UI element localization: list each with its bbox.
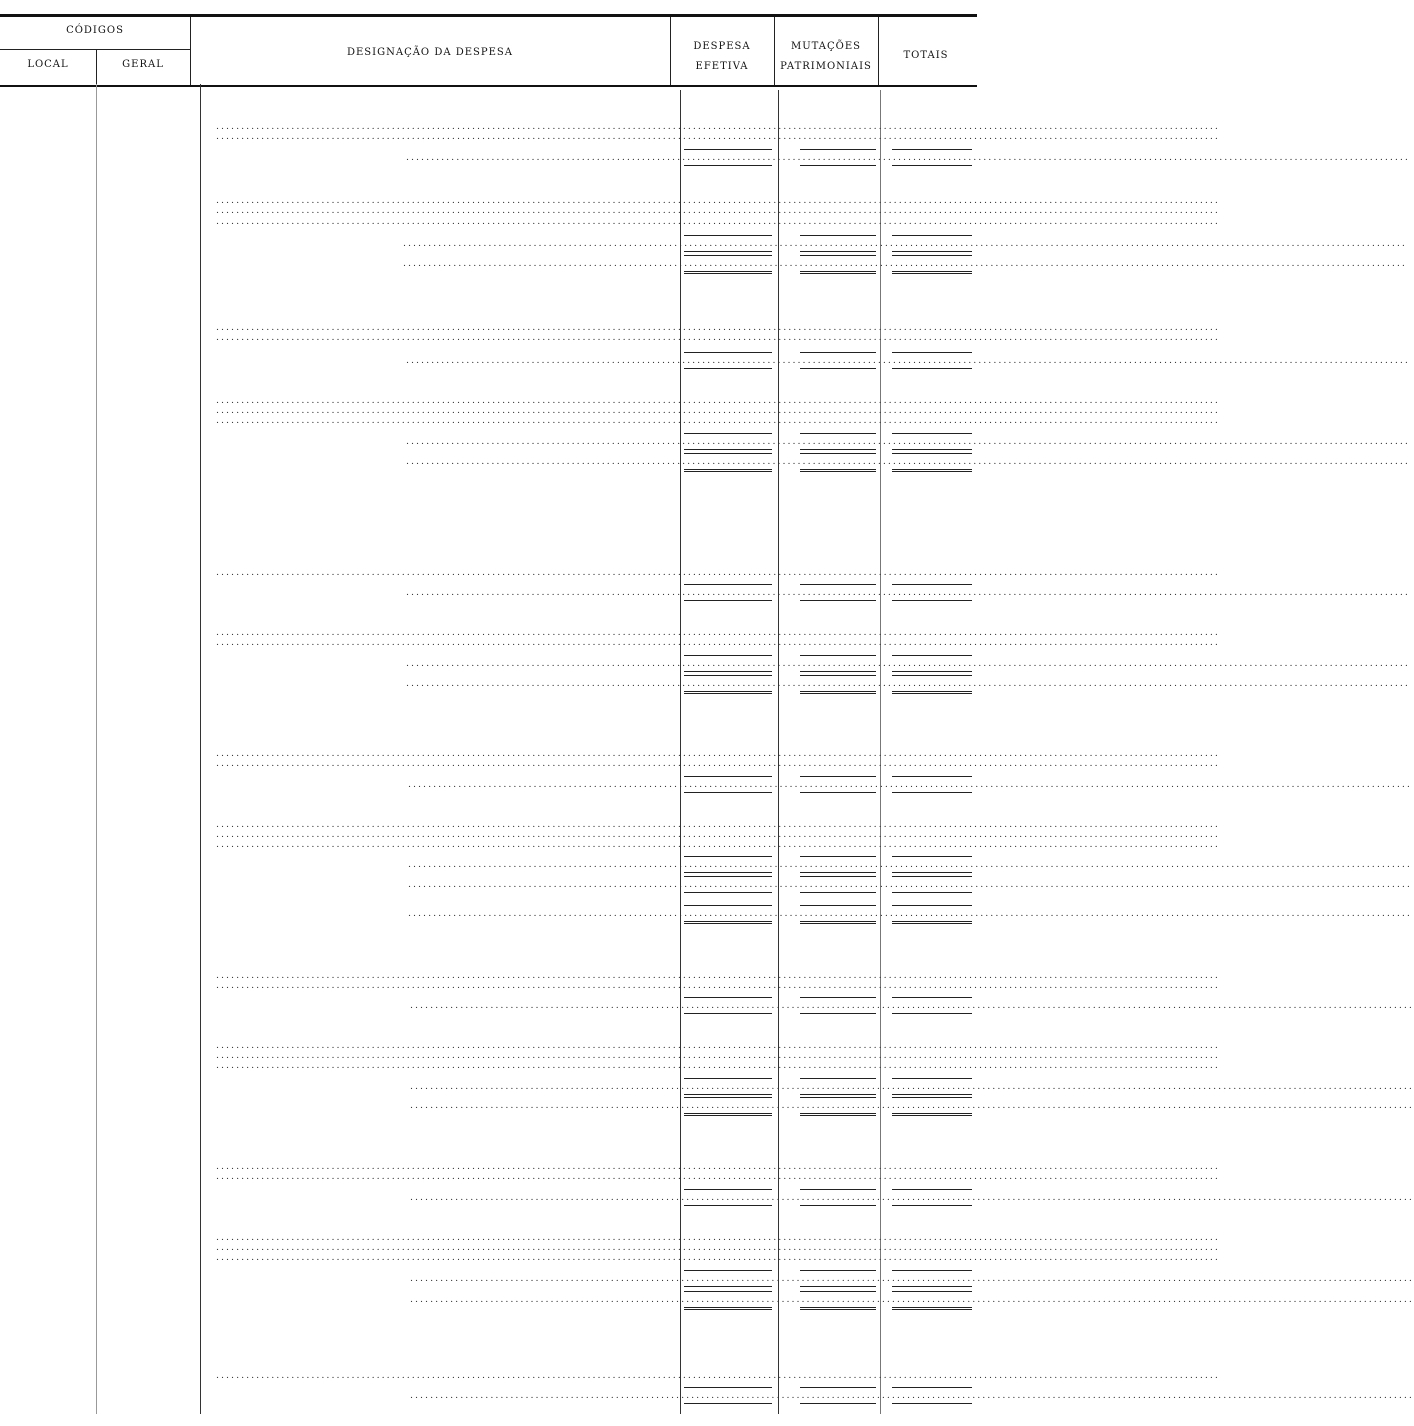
despesa-efetiva-value [682,355,772,367]
total-rule [684,1286,772,1287]
leader-dots: ........................................................................................................................................................................................................ [216,395,1220,406]
totais-value [882,658,970,670]
total-rule [800,1291,876,1292]
mutacoes-value [780,1081,876,1093]
total-rule [892,1307,972,1310]
leader-dots: ........................................................................................................................................................................................................ [406,436,1410,447]
leader-dots: ........................................................................................................................................................................................................ [406,355,1410,366]
geral-code [118,839,204,851]
table-header [0,14,977,87]
despesa-efetiva-value [682,908,772,920]
leader-dots: ........................................................................................................................................................................................................ [216,1370,1220,1381]
despesa-efetiva-value [682,567,772,579]
total-rule [892,433,972,434]
totais-value [882,1192,970,1204]
leader-dots: ........................................................................................................................................................................................................ [216,1161,1220,1172]
total-rule [800,997,876,998]
mutacoes-value [780,258,876,270]
totais-value [882,258,970,270]
leader-dots: ........................................................................................................................................................................................................ [216,748,1220,759]
leader-dots: ........................................................................................................................................................................................................ [216,1060,1220,1071]
total-rule [892,1094,972,1095]
total-rule [892,368,972,369]
total-rule [684,1387,772,1388]
leader-dots: ........................................................................................................................................................................................................ [408,859,1412,870]
total-rule [892,675,972,676]
leader-dots: ........................................................................................................................................................................................................ [408,779,1412,790]
despesa-efetiva-value [682,216,772,228]
totais-value [882,587,970,599]
mutacoes-value [780,436,876,448]
geral-code [118,332,204,344]
totais-value [882,456,970,468]
total-rule [800,872,876,873]
total-rule [892,792,972,793]
total-rule [800,1403,876,1404]
mutacoes-value [780,879,876,891]
geral-code [118,1252,204,1264]
total-rule [684,251,772,252]
designation-text [250,1326,530,1338]
leader-dots: ........................................................................................................................................................................................................ [216,980,1220,991]
total-rule [684,1270,772,1271]
total-rule [800,671,876,672]
geral-code [118,1370,204,1382]
leader-dots: ........................................................................................................................................................................................................ [216,1171,1220,1182]
total-rule [800,921,876,924]
total-rule [892,1286,972,1287]
despesa-efetiva-value [682,258,772,270]
despesa-efetiva-value [682,678,772,690]
leader-dots: ........................................................................................................................................................................................................ [216,332,1220,343]
despesa-efetiva-value [682,152,772,164]
total-rule [684,235,772,236]
total-rule [684,352,772,353]
leader-dots: ........................................................................................................................................................................................................ [216,195,1220,206]
total-rule [684,1094,772,1095]
total-rule [684,997,772,998]
total-rule [684,271,772,274]
despesa-efetiva-value [682,131,772,143]
despesa-efetiva-value [682,879,772,891]
total-rule [892,997,972,998]
despesa-efetiva-value [682,587,772,599]
total-rule [684,469,772,472]
total-rule [800,251,876,252]
geral-code [118,415,204,427]
despesa-efetiva-value [682,1081,772,1093]
total-rule [684,1189,772,1190]
total-rule [684,1113,772,1116]
total-rule [800,792,876,793]
total-rule [684,655,772,656]
local-code [18,727,96,739]
total-rule [800,165,876,166]
total-rule [800,892,876,893]
leader-dots: ........................................................................................................................................................................................................ [406,678,1410,689]
total-rule [800,1387,876,1388]
total-rule [892,251,972,252]
geral-code [118,980,204,992]
totais-value [882,779,970,791]
mutacoes-value [780,238,876,250]
total-rule [892,691,972,694]
total-rule [892,1097,972,1098]
leader-dots: ........................................................................................................................................................................................................ [216,627,1220,638]
despesa-efetiva-value [682,1192,772,1204]
total-rule [800,584,876,585]
total-rule [684,671,772,672]
total-rule [684,856,772,857]
total-rule [800,235,876,236]
total-rule [892,876,972,877]
despesa-efetiva-value [682,637,772,649]
geral-code [118,1060,204,1072]
total-rule [800,600,876,601]
leader-dots: ........................................................................................................................................................................................................ [216,121,1220,132]
despesa-efetiva-value [682,859,772,871]
leader-dots: ........................................................................................................................................................................................................ [406,587,1410,598]
total-rule [800,691,876,694]
total-rule [800,1286,876,1287]
total-rule [800,352,876,353]
total-rule [800,433,876,434]
leader-dots: ........................................................................................................................................................................................................ [216,405,1220,416]
geral-code [118,1171,204,1183]
despesa-efetiva-value [682,1390,772,1402]
total-rule [684,905,772,906]
local-code [18,174,96,186]
header-divider [190,17,191,85]
despesa-efetiva-value [682,332,772,344]
leader-dots: ........................................................................................................................................................................................................ [410,1100,1414,1111]
despesa-efetiva-value [682,980,772,992]
total-rule [800,675,876,676]
total-rule [684,1097,772,1098]
local-code [18,301,96,313]
total-rule [892,921,972,924]
leader-dots: ........................................................................................................................................................................................................ [216,205,1220,216]
local-code [18,606,96,618]
leader-dots: ........................................................................................................................................................................................................ [216,1050,1220,1061]
mutacoes-value [780,908,876,920]
total-rule [892,776,972,777]
header-divider [96,49,97,85]
total-rule [684,449,772,450]
despesa-efetiva-value [682,779,772,791]
total-rule [800,149,876,150]
leader-dots: ........................................................................................................................................................................................................ [410,1081,1414,1092]
despesa-efetiva-value [682,238,772,250]
geral-code [118,758,204,770]
local-code [18,798,96,810]
totais-value [882,678,970,690]
header-divider [670,17,671,85]
total-rule [800,1097,876,1098]
total-rule [684,600,772,601]
total-rule [800,776,876,777]
totais-value [882,355,970,367]
geral-code [118,567,204,579]
leader-dots: ........................................................................................................................................................................................................ [410,1000,1414,1011]
mutacoes-value [780,1294,876,1306]
total-rule [684,433,772,434]
total-rule [800,1094,876,1095]
despesa-efetiva-value [682,1060,772,1072]
total-rule [684,584,772,585]
despesa-efetiva-value [682,1100,772,1112]
total-rule [800,271,876,274]
total-rule [684,776,772,777]
leader-dots: ........................................................................................................................................................................................................ [216,637,1220,648]
leader-dots: ........................................................................................................................................................................................................ [216,1232,1220,1243]
total-rule [684,149,772,150]
total-rule [892,469,972,472]
total-rule [892,271,972,274]
leader-dots: ........................................................................................................................................................................................................ [216,1252,1220,1263]
total-rule [800,1205,876,1206]
total-rule [684,165,772,166]
leader-dots: ........................................................................................................................................................................................................ [216,567,1220,578]
despesa-efetiva-value [682,415,772,427]
total-rule [684,921,772,924]
total-rule [684,1291,772,1292]
total-rule [684,872,772,873]
total-rule [800,449,876,450]
despesa-efetiva-value [682,1000,772,1012]
mutacoes-value [780,859,876,871]
total-rule [800,1270,876,1271]
despesa-efetiva-value [682,1252,772,1264]
leader-dots: ........................................................................................................................................................................................................ [410,1390,1414,1401]
total-rule [684,453,772,454]
geral-code [118,637,204,649]
mutacoes-value [780,456,876,468]
header-divider [878,17,879,85]
total-rule [684,368,772,369]
local-code [18,375,96,387]
codigos-divider [0,49,190,50]
total-rule [892,905,972,906]
total-rule [684,1403,772,1404]
totais-value [882,238,970,250]
total-rule [892,1291,972,1292]
totais-value [882,436,970,448]
total-rule [892,1189,972,1190]
geral-code [118,131,204,143]
total-rule [684,892,772,893]
leader-dots: ........................................................................................................................................................................................................ [410,1192,1414,1203]
despesa-heading-1: DESPESA [693,41,751,52]
mutacoes-heading-2: PATRIMONIAIS [780,61,872,72]
total-rule [892,453,972,454]
despesa-efetiva-value [682,436,772,448]
despesa-efetiva-value [682,658,772,670]
total-rule [684,1013,772,1014]
total-rule [684,691,772,694]
leader-dots: ........................................................................................................................................................................................................ [216,415,1220,426]
leader-dots: ........................................................................................................................................................................................................ [216,131,1220,142]
geral-code [118,216,204,228]
total-rule [800,368,876,369]
total-rule [684,1078,772,1079]
total-rule [892,1387,972,1388]
despesa-efetiva-value [682,1171,772,1183]
total-rule [892,1270,972,1271]
despesa-efetiva-value [682,1294,772,1306]
leader-dots: ........................................................................................................................................................................................................ [406,658,1410,669]
leader-dots: ........................................................................................................................................................................................................ [216,829,1220,840]
local-code [18,546,96,558]
total-rule [684,792,772,793]
totais-value [882,1294,970,1306]
total-rule [684,255,772,256]
leader-dots: ........................................................................................................................................................................................................ [410,1294,1414,1305]
designation-text [250,717,530,729]
local-code [18,1211,96,1223]
total-rule [684,1205,772,1206]
leader-dots: ........................................................................................................................................................................................................ [408,908,1412,919]
totais-value [882,908,970,920]
leader-dots: ........................................................................................................................................................................................................ [403,258,1407,269]
total-rule [892,1113,972,1116]
mutacoes-value [780,1100,876,1112]
column-rule [96,84,97,1414]
despesa-efetiva-value [682,1273,772,1285]
total-rule [892,1078,972,1079]
total-rule [800,856,876,857]
local-heading: LOCAL [27,59,69,70]
mutacoes-value [780,1273,876,1285]
total-rule [800,876,876,877]
despesa-efetiva-value [682,758,772,770]
leader-dots: ........................................................................................................................................................................................................ [216,819,1220,830]
leader-dots: ........................................................................................................................................................................................................ [406,456,1410,467]
total-rule [892,1403,972,1404]
local-code [18,1019,96,1031]
total-rule [892,856,972,857]
total-rule [800,1013,876,1014]
total-rule [800,1113,876,1116]
local-code [18,1140,96,1152]
leader-dots: ........................................................................................................................................................................................................ [410,1273,1414,1284]
leader-dots: ........................................................................................................................................................................................................ [216,1040,1220,1051]
total-rule [684,675,772,676]
header-divider [774,17,775,85]
local-code [18,99,96,111]
total-rule [892,1013,972,1014]
total-rule [892,255,972,256]
total-rule [892,1205,972,1206]
designation-text [250,536,530,548]
designacao-heading: DESIGNAÇÃO DA DESPESA [346,47,513,58]
totais-value [882,1000,970,1012]
total-rule [800,905,876,906]
total-rule [800,469,876,472]
despesa-heading-2: EFETIVA [695,61,749,72]
total-rule [892,671,972,672]
local-code [18,949,96,961]
total-rule [892,600,972,601]
local-code [18,1348,96,1360]
total-rule [800,1078,876,1079]
totais-value [882,152,970,164]
leader-dots: ........................................................................................................................................................................................................ [216,1242,1220,1253]
total-rule [892,892,972,893]
total-rule [684,876,772,877]
total-rule [892,449,972,450]
total-rule [800,453,876,454]
leader-dots: ........................................................................................................................................................................................................ [216,970,1220,981]
leader-dots: ........................................................................................................................................................................................................ [216,839,1220,850]
totais-value [882,879,970,891]
leader-dots: ........................................................................................................................................................................................................ [406,152,1410,163]
total-rule [800,655,876,656]
totais-heading: TOTAIS [903,50,949,61]
total-rule [892,584,972,585]
total-rule [800,1307,876,1310]
leader-dots: ........................................................................................................................................................................................................ [408,879,1412,890]
leader-dots: ........................................................................................................................................................................................................ [403,238,1407,249]
total-rule [800,1189,876,1190]
totais-value [882,1100,970,1112]
total-rule [892,872,972,873]
leader-dots: ........................................................................................................................................................................................................ [216,322,1220,333]
totais-value [882,1390,970,1402]
totais-value [882,859,970,871]
despesa-efetiva-value [682,839,772,851]
despesa-efetiva-value [682,1370,772,1382]
total-rule [892,352,972,353]
despesa-efetiva-value [682,456,772,468]
total-rule [684,1307,772,1310]
mutacoes-heading-1: MUTAÇÕES [790,41,861,52]
total-rule [892,149,972,150]
total-rule [892,655,972,656]
total-rule [892,235,972,236]
totais-value [882,1273,970,1285]
geral-heading: GERAL [122,59,164,70]
total-rule [892,165,972,166]
totais-value [882,1081,970,1093]
codigos-heading: CÓDIGOS [66,25,124,36]
total-rule [800,255,876,256]
leader-dots: ........................................................................................................................................................................................................ [216,216,1220,227]
leader-dots: ........................................................................................................................................................................................................ [216,758,1220,769]
